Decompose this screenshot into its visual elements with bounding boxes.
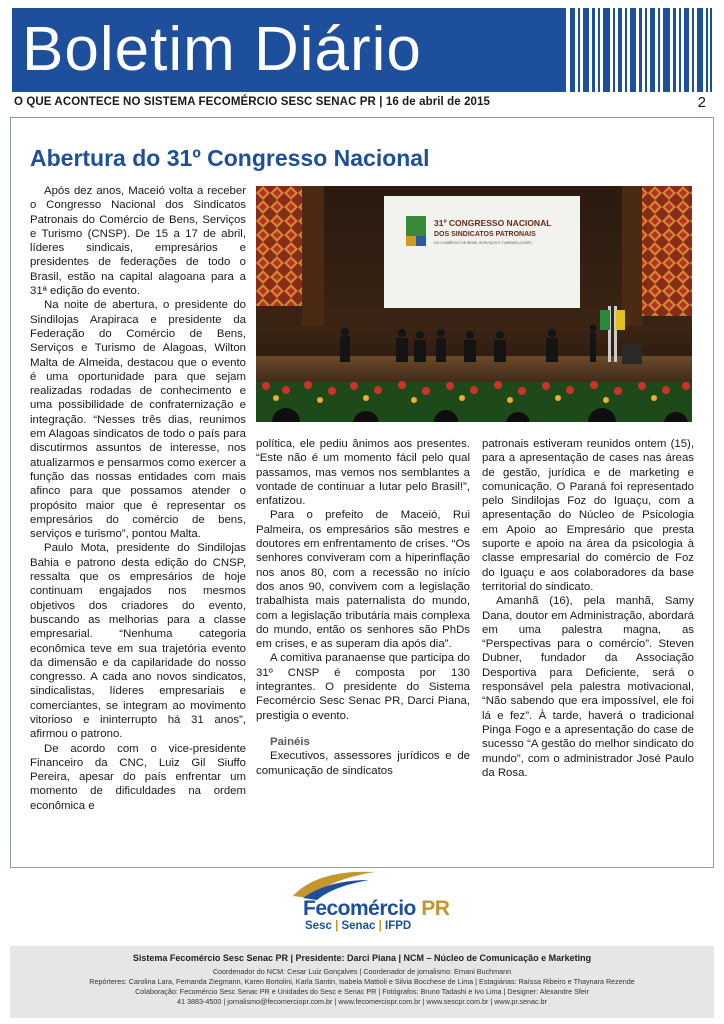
- logo-separator: |: [378, 920, 382, 932]
- page-number: 2: [697, 94, 706, 111]
- edition-line: O QUE ACONTECE NO SISTEMA FECOMÉRCIO SESC SENAC PR | 16 de abril de 2015: [14, 96, 491, 108]
- footer-coordinators: Coordenador do NCM: Cesar Luiz Gonçalves | Coordenador de jornalismo: Ernani Buchmann: [212, 967, 512, 976]
- screen-title-line-2: DOS SINDICATOS PATRONAIS: [434, 231, 536, 238]
- paragraph: Para o prefeito de Maceió, Rui Palmeira, os empresários são mestres e doutores em enfrentamento de crises. “Os senhores conviveram com a hiperinflação nos anos 80, com a recessão no início dos anos 90, convivem com a legislação trabalhista mais paternalista do mundo, com a legislação tributária mais complexa do mundo, então os senhores são PhDs em crises, e as superam dia após dia”.: [256, 509, 470, 651]
- paragraph: Executivos, assessores jurídicos e de comunicação de sindicatos: [256, 750, 470, 777]
- paragraph: patronais estiveram reunidos ontem (15), para a apresentação de cases nas áreas de gestão, jurídica e de marketing e comunicação. O Paraná foi representado pelo Sindilojas Foz do Iguaçu, com a apresentação do Núcleo de Psicologia em Apoio ao Empresário que presta suporte e apoio na área da psicologia à classe empresarial do comércio de Foz do Iguaçu e aos colaboradores da base territorial do sindicato.: [482, 438, 694, 593]
- article-column-3: [482, 437, 694, 780]
- footer-contacts: 41 3883-4500 | jornalismo@fecomerciopr.com.br | www.fecomerciopr.com.br | www.sescpr.com.br | www.pr.senac.br: [177, 997, 547, 1006]
- footer: [10, 946, 714, 1018]
- logo-sesc: Sesc: [305, 920, 332, 932]
- article-headline: Abertura do 31º Congresso Nacional: [30, 145, 430, 171]
- logo-swoosh-icon: [289, 868, 379, 900]
- paragraph: Na noite de abertura, o presidente do Sindilojas Arapiraca e presidente da Federação do Comércio de Bens, Serviços e Turismo de Alagoas, Wilton Malta de Almeida, destacou que o evento é uma oportunidade para que sejam realizadas rodadas de conhecimento e uma possibilidade de confraternização e integração. “Nesses três dias, reunimos em Alagoas sindicatos de todo o país para discutirmos assuntos de interesse, nos atualizarmos e pensarmos como exercer a função das nossas entidades com mais afinco para que possamos atender o propósito maior que é representar os empresários do comércio de bens, serviços e turismo”, pontou Malta.: [30, 299, 246, 541]
- paragraph: política, ele pediu ânimos aos presentes. “Este não é um momento fácil pelo qual passamos, mas vemos nos semblantes a vontade de continuar a lutar pelo Brasil!”, enfatizou.: [256, 438, 470, 508]
- logo-ifpd: IFPD: [385, 920, 412, 932]
- subheader: [14, 96, 712, 112]
- logo-senac: Senac: [341, 920, 376, 932]
- logo-subbrands: [305, 920, 411, 932]
- masthead: [12, 8, 712, 92]
- logo-name: Fecomércio: [303, 897, 416, 920]
- footer-organization: Sistema Fecomércio Sesc Senac PR | Presidente: Darci Piana | NCM – Núcleo de Comunicação e Marketing: [132, 953, 592, 963]
- publication-title: Boletim Diário: [22, 15, 422, 84]
- footer-reporters: Repórteres: Carolina Lara, Fernanda Ziegmann, Karen Bortolini, Karla Santin, Isabela Mattioli e Silvia Bocchese de Lima | Estagiárias: Raíssa Ribeiro e Thaynara Rezende: [89, 977, 635, 986]
- paragraph: Paulo Mota, presidente do Sindilojas Bahia e patrono desta edição do CNSP, ressalta que os empresários de hoje continuam engajados nos mesmos objetivos dos criadores do evento, buscando as melhorias para a classe empresarial. “Nenhuma categoria econômica teve em sua trajetória evento da dimensão e da capilaridade do nosso congresso. A cada ano novos sindicatos, sindicalistas, líderes empresariais e comerciantes, se integram ao movimento vitorioso e ininterrupto há 31 anos”, afirmou o patrono.: [30, 542, 246, 741]
- paragraph: A comitiva paranaense que participa do 31º CNSP é composta por 130 integrantes. O presidente do Sistema Fecomércio Sesc Senac PR, Darci Piana, prestigia o evento.: [256, 652, 470, 722]
- paragraph: De acordo com o vice-presidente Financeiro da CNC, Luiz Gil Siuffo Pereira, apesar do país enfrentar um momento de dificuldades na ordem econômica e: [30, 742, 246, 812]
- article-column-2: [256, 437, 470, 778]
- logo-wordmark: [303, 897, 449, 921]
- paragraph: Após dez anos, Maceió volta a receber o Congresso Nacional dos Sindicatos Patronais do Comércio de Bens, Serviços e Turismo (CNSP). De 15 a 17 de abril, líderes sindicais, empresários e presidentes de federações de todo o Brasil, estão na capital alagoana para a 31ª edição do evento.: [30, 185, 246, 298]
- logo-separator: |: [335, 920, 339, 932]
- screen-title-line-3: DO COMÉRCIO DE BENS, SERVIÇOS E TURISMO (CNSP): [434, 241, 532, 245]
- article-column-1: [30, 184, 246, 813]
- barcode-decoration: [570, 8, 712, 92]
- footer-collaboration: Colaboração: Fecomércio Sesc Senac PR e Unidades do Sesc e Senac PR | Fotógrafos: Bruno Tadashi e Ivo Lima | Designer: Alexandre Sfeir: [135, 987, 589, 996]
- masthead-banner: [12, 8, 566, 92]
- event-photo: [256, 186, 692, 422]
- fecomercio-logo: [283, 868, 463, 942]
- section-subheading: Painéis: [270, 735, 310, 748]
- logo-pr: PR: [421, 897, 450, 920]
- screen-title-line-1: 31º CONGRESSO NACIONAL: [434, 218, 552, 228]
- paragraph: Amanhã (16), pela manhã, Samy Dana, doutor em Administração, abordará em uma palestra magna, as “Perspectivas para o comércio”. Steven Dubner, fundador da Associação Desportiva para Deficiente, será o responsável pela palestra motivacional, “Não sabendo que era impossível, ele foi lá e fez”. À tarde, haverá o tradicional Pinga Fogo e a apresentação do case de sucesso “A gestão do melhor sindicato do mundo”, com o administrador José Paulo da Rosa.: [482, 595, 694, 779]
